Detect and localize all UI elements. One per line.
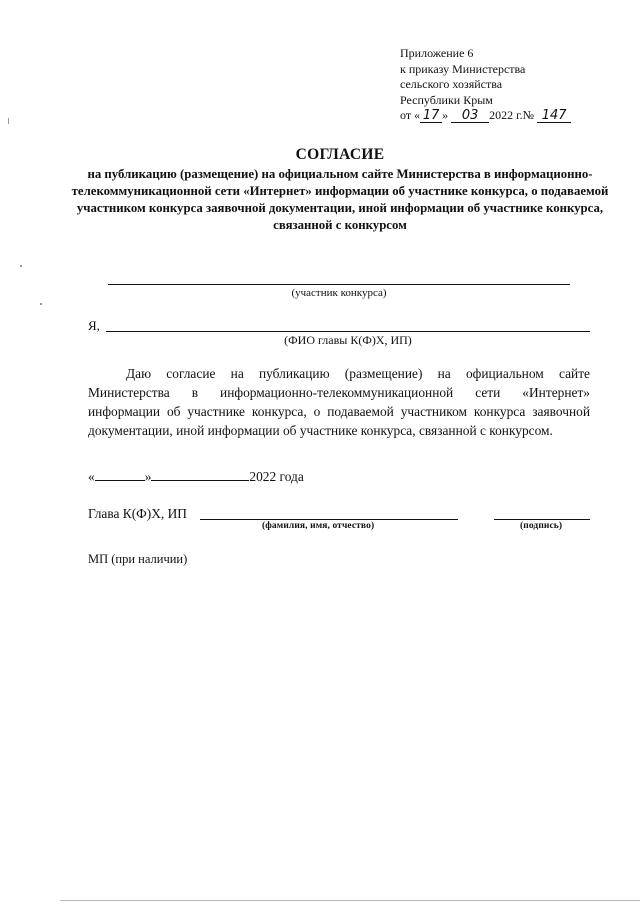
document-subtitle: на публикацию (размещение) на официальном сайте Министерства в информационно-телекоммуникационной сети «Интернет» информации об участнике конкурса, о подаваемой участником конкурса заявочной документации, иной информации об участнике конкурса, связанной с конкурсом: [71, 167, 609, 232]
date-close-quote: »: [144, 469, 152, 484]
appendix-block: [400, 46, 600, 124]
fio-caption: (ФИО главы К(Ф)Х, ИП): [284, 333, 412, 347]
date-line: [88, 469, 304, 485]
signature-field-line[interactable]: [494, 519, 590, 520]
order-day-handwritten: 17: [420, 109, 442, 123]
scan-mark: [20, 265, 22, 267]
appendix-line-2: к приказу Министерства: [400, 61, 526, 76]
order-date-line: [400, 108, 600, 124]
name-caption: (фамилия, имя, отчество): [262, 521, 375, 531]
order-number-handwritten: 147: [537, 109, 571, 123]
order-day-sep: »: [442, 108, 449, 122]
date-open-quote: «: [88, 469, 95, 484]
date-year: 2022 года: [249, 469, 304, 484]
participant-field-line[interactable]: [108, 284, 570, 285]
seal-note: МП (при наличии): [88, 552, 188, 566]
i-label: Я,: [88, 318, 100, 333]
appendix-line-4: Республики Крым: [400, 92, 493, 107]
document-title: СОГЛАСИЕ: [295, 146, 385, 163]
date-day-field[interactable]: [95, 470, 145, 481]
date-month-field[interactable]: [151, 470, 249, 481]
scan-edge-line: [60, 900, 640, 901]
appendix-line-3: сельского хозяйства: [400, 77, 503, 91]
order-year-prefix: 2022 г.№: [489, 108, 535, 122]
scan-mark: [40, 303, 42, 305]
order-month-handwritten: 03: [451, 109, 489, 123]
appendix-line-1: Приложение 6: [400, 46, 474, 60]
fio-field-line[interactable]: [106, 331, 590, 332]
order-from-prefix: от «: [400, 108, 421, 122]
participant-caption: (участник конкурса): [291, 287, 387, 299]
scan-mark: [8, 118, 9, 124]
head-name-field-line[interactable]: [200, 519, 458, 520]
consent-paragraph: Даю согласие на публикацию (размещение) на официальном сайте Министерства в информационно-телекоммуникационной сети «Интернет» информации об участнике конкурса, о подаваемой участником конкурса заявочной документации, иной информации об участнике конкурса, связанной с конкурсом.: [88, 366, 590, 438]
signature-caption: (подпись): [520, 521, 563, 531]
head-label: Глава К(Ф)Х, ИП: [88, 506, 187, 521]
